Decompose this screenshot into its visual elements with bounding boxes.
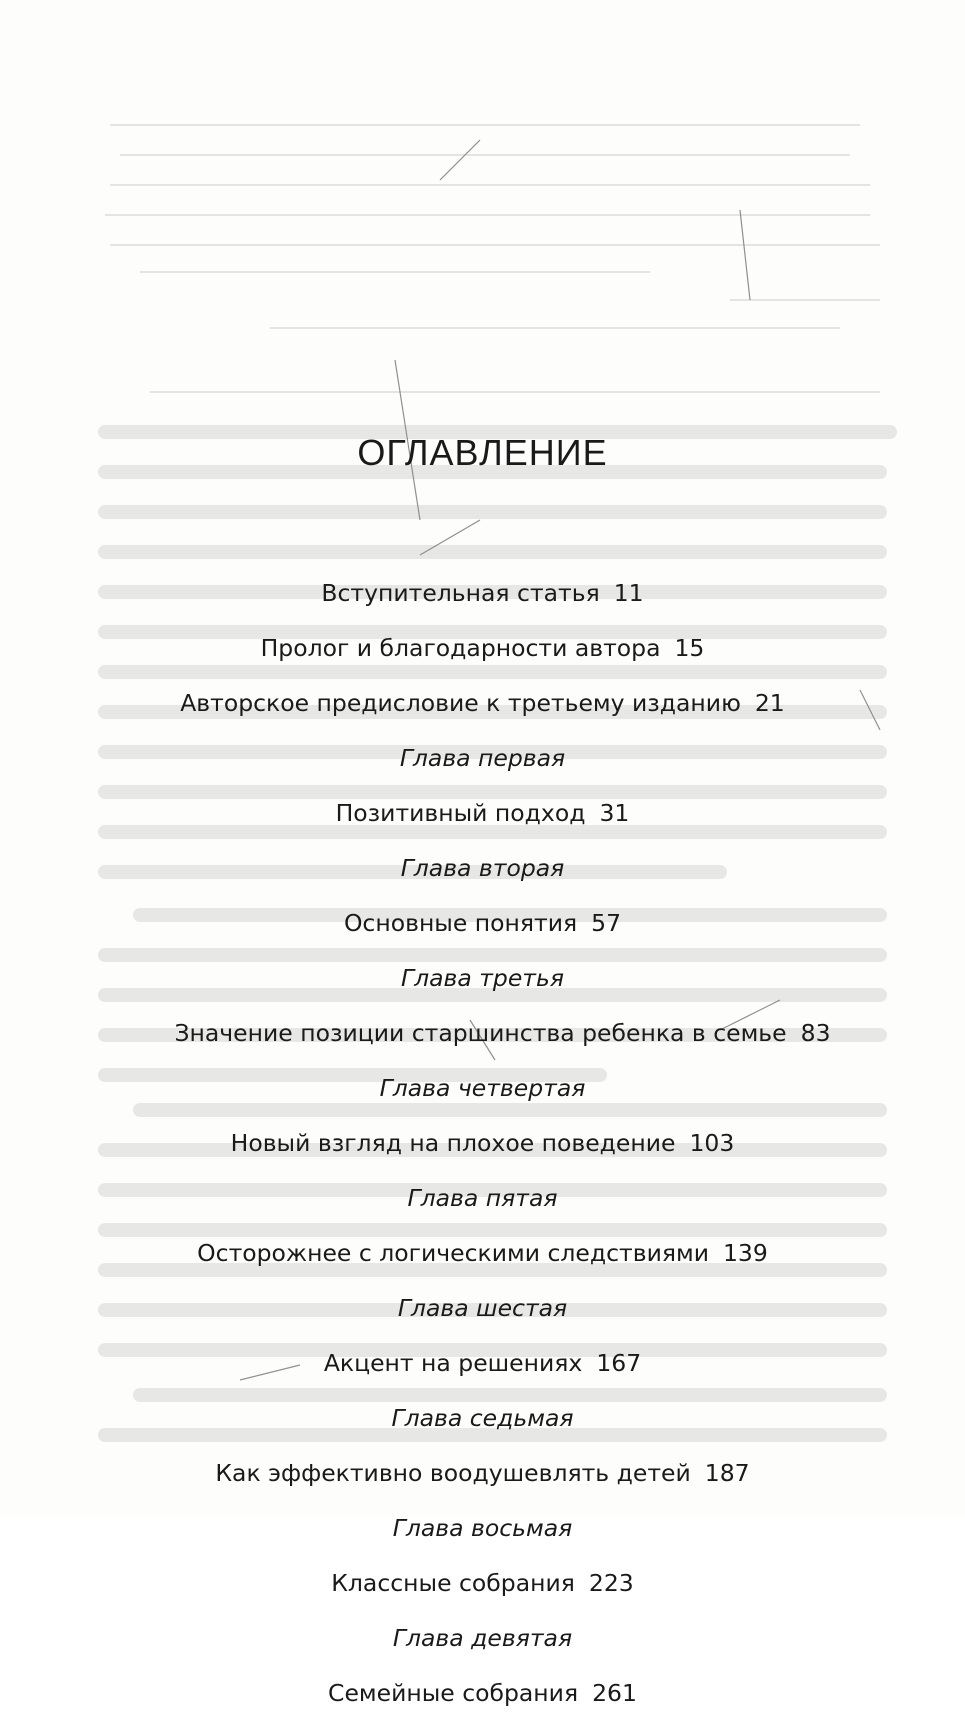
toc-entry xyxy=(0,1116,965,1171)
toc-entry xyxy=(0,676,965,731)
toc-entry-title: Авторское предисловие к третьему изданию xyxy=(180,689,741,717)
toc-entry xyxy=(0,896,965,951)
toc-entry-page: 167 xyxy=(596,1349,642,1377)
toc-entry xyxy=(0,621,965,676)
toc-entry-page: 223 xyxy=(588,1569,634,1597)
toc-entry-title: Пролог и благодарности автора xyxy=(260,634,661,662)
toc-entry xyxy=(0,566,965,621)
toc-chapter-heading: Глава девятая xyxy=(392,1624,573,1652)
toc-entry xyxy=(0,1006,965,1061)
toc-entry-title: Основные понятия xyxy=(343,909,578,937)
table-of-contents xyxy=(0,566,965,1721)
toc-entry-title: Акцент на решениях xyxy=(323,1349,583,1377)
toc-entry-title: Осторожнее с логическими следствиями xyxy=(197,1239,709,1267)
toc-entry xyxy=(0,1446,965,1501)
toc-entry-page: 83 xyxy=(800,1019,831,1047)
toc-entry-page: 139 xyxy=(722,1239,768,1267)
toc-entry-page: 31 xyxy=(599,799,630,827)
toc-entry-page: 261 xyxy=(592,1679,637,1707)
toc-entry xyxy=(0,1336,965,1391)
toc-entry-page: 21 xyxy=(754,689,785,717)
toc-chapter-heading: Глава первая xyxy=(399,744,566,772)
toc-entry-page: 11 xyxy=(613,579,644,607)
toc-entry-title: Классные собрания xyxy=(331,1569,575,1597)
toc-entry-title: Позитивный подход xyxy=(335,799,586,827)
toc-entry-page: 57 xyxy=(591,909,622,937)
toc-entry-title: Значение позиции старшинства ребенка в семье xyxy=(174,1019,787,1047)
toc-chapter-heading: Глава пятая xyxy=(407,1184,558,1212)
toc-chapter-heading: Глава вторая xyxy=(400,854,565,882)
toc-entry-title: Новый взгляд на плохое поведение xyxy=(230,1129,676,1157)
toc-chapter-heading: Глава четвертая xyxy=(379,1074,586,1102)
toc-entry-page: 15 xyxy=(674,634,705,662)
toc-chapter-heading: Глава третья xyxy=(401,964,564,992)
toc-chapter-heading: Глава восьмая xyxy=(392,1514,573,1542)
toc-chapter-heading: Глава седьмая xyxy=(391,1404,574,1432)
page-title: ОГЛАВЛЕНИЕ xyxy=(357,432,608,473)
toc-entry-page: 187 xyxy=(704,1459,750,1487)
toc-entry-title: Вступительная статья xyxy=(321,579,600,607)
toc-entry xyxy=(0,786,965,841)
toc-entry-title: Как эффективно воодушевлять детей xyxy=(215,1459,691,1487)
toc-entry xyxy=(0,1666,965,1721)
toc-chapter-heading: Глава шестая xyxy=(397,1294,568,1322)
toc-entry xyxy=(0,1226,965,1281)
toc-entry-title: Семейные собрания xyxy=(328,1679,579,1707)
toc-entry-page: 103 xyxy=(689,1129,735,1157)
toc-entry xyxy=(0,1556,965,1611)
